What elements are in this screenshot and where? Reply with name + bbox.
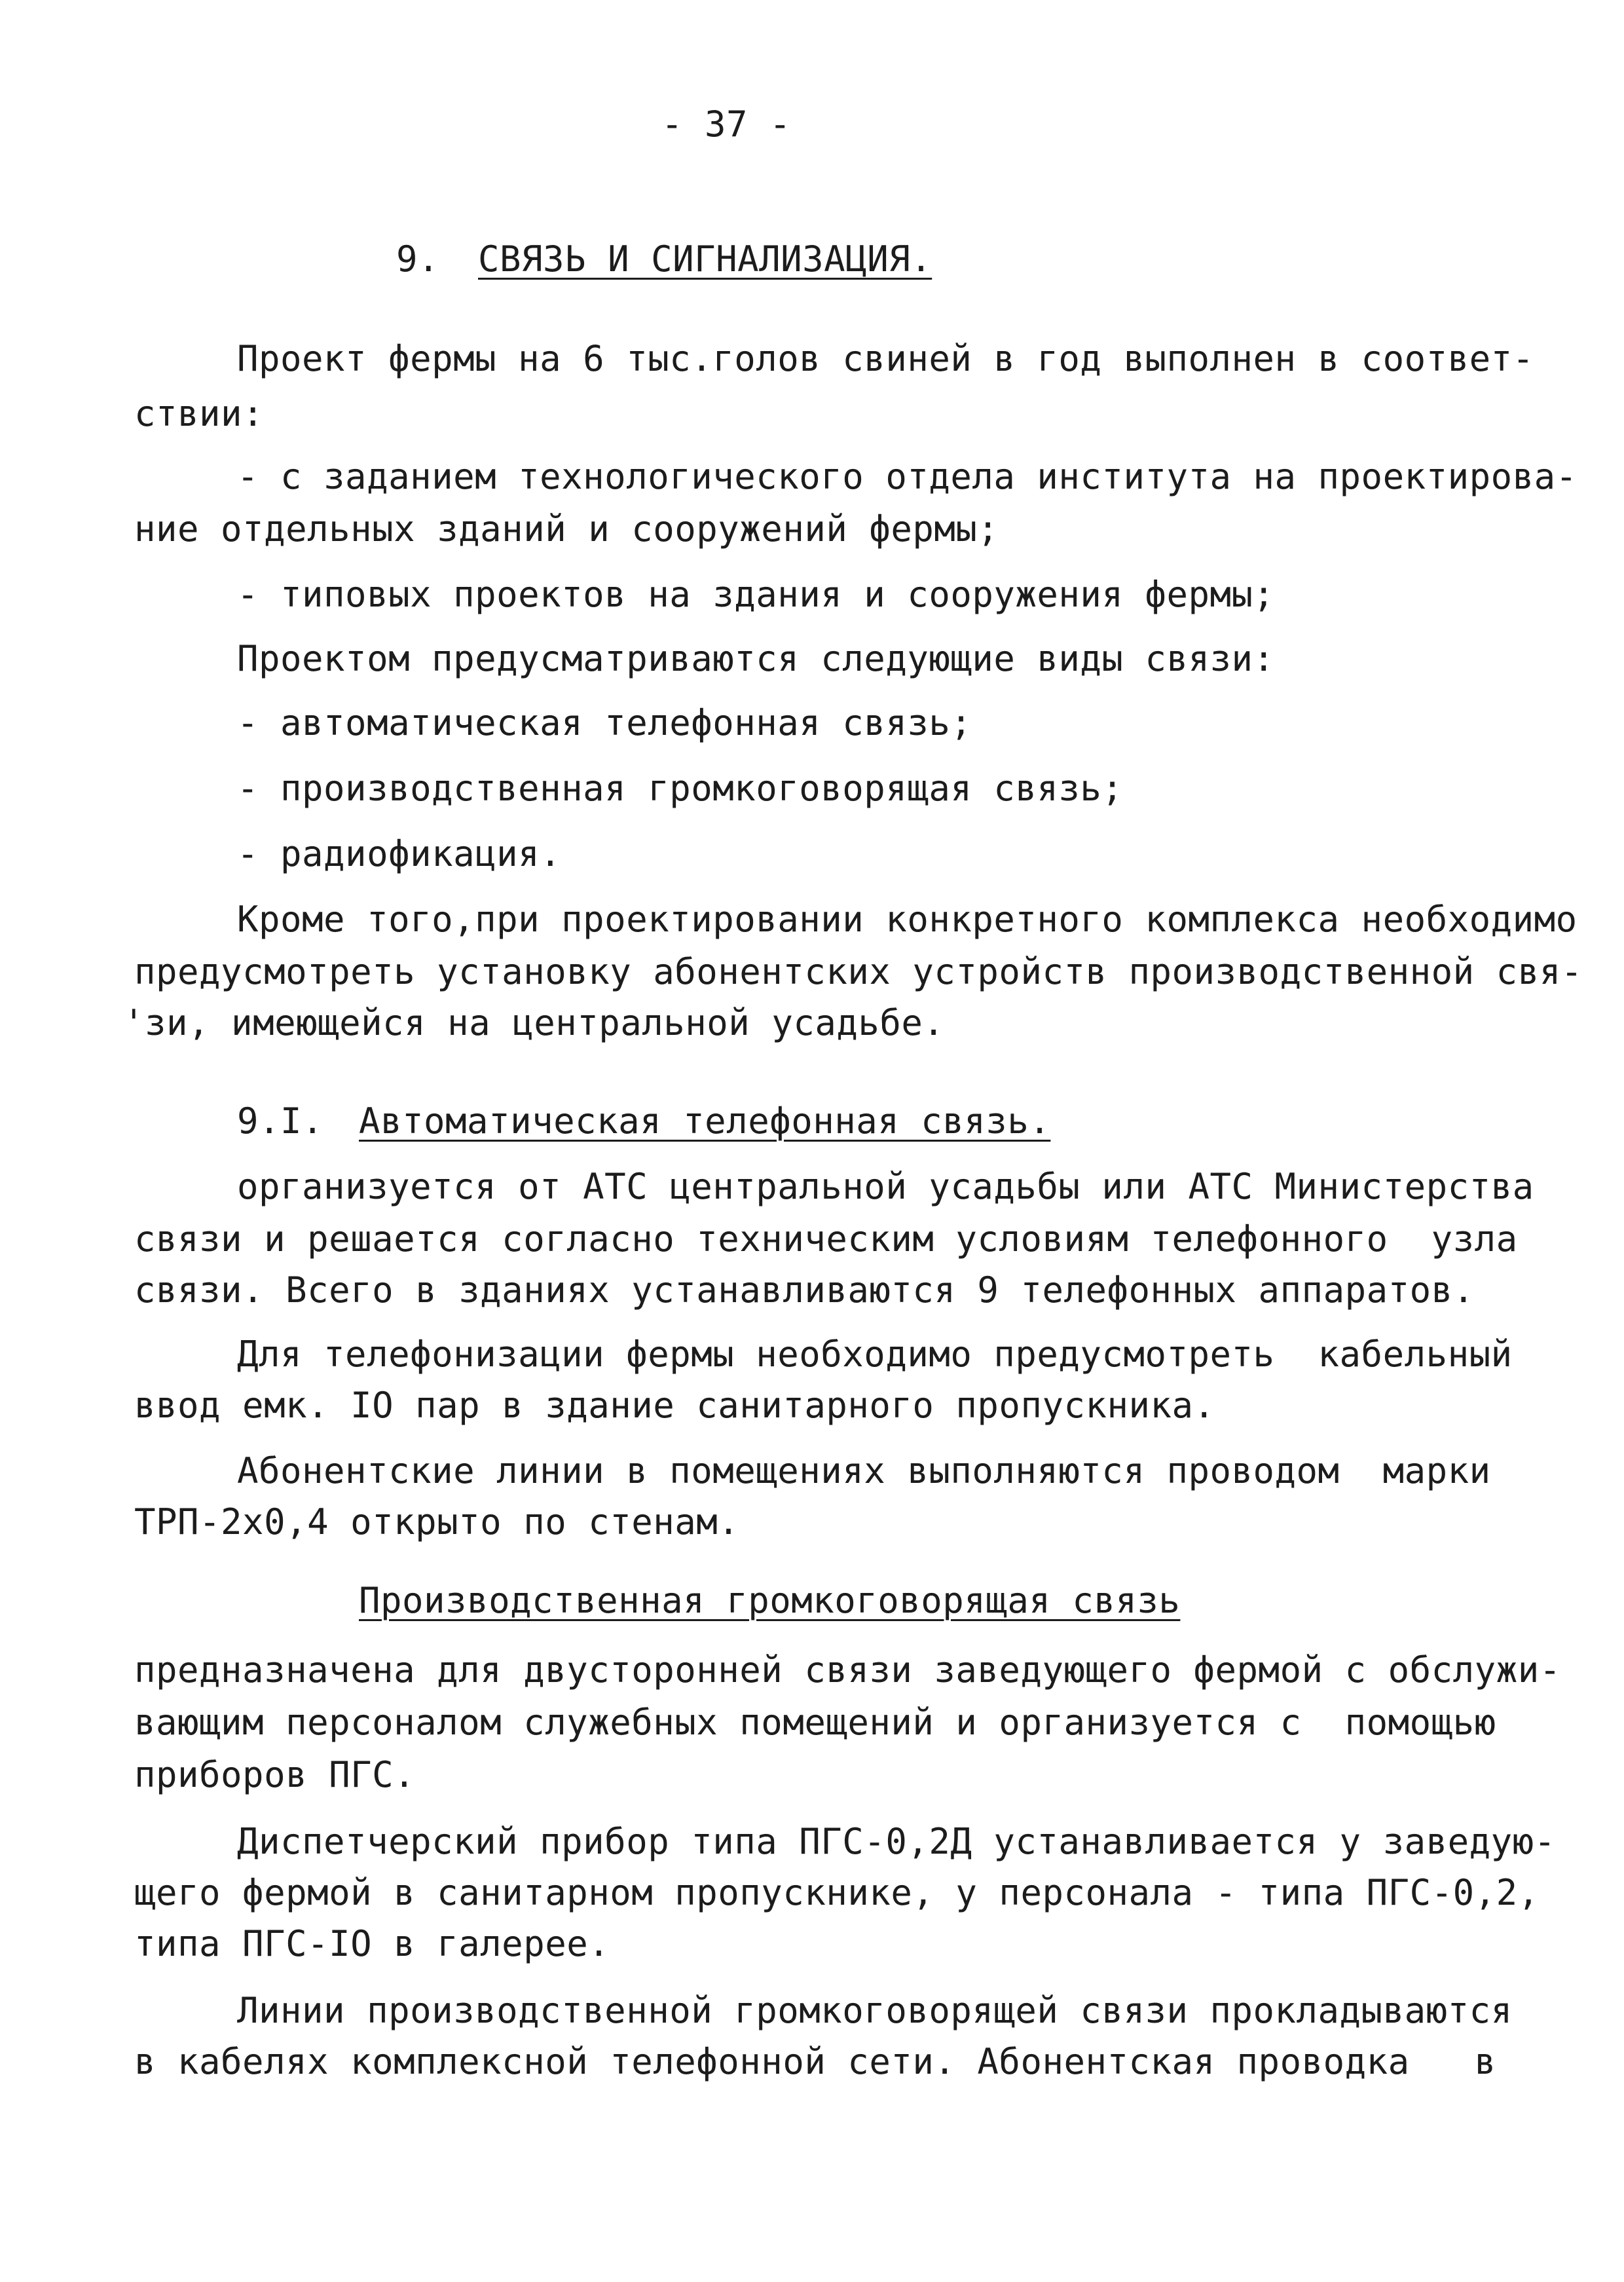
pa-p2-line-1: Диспетчерский прибор типа ПГС-0,2Д устанавливается у заведую- [237, 1821, 1556, 1862]
phone-p1-line-3: связи. Всего в зданиях устанавливаются 9 телефонных аппаратов. [134, 1269, 1475, 1311]
phone-p3-line-2: ТРП-2х0,4 открыто по стенам. [134, 1501, 740, 1543]
pa-p3-line-2: в кабелях комплексной телефонной сети. Абонентская проводка в [134, 2041, 1496, 2082]
phone-p2-line-2: ввод емк. IO пар в здание санитарного пропускника. [134, 1385, 1215, 1426]
type-1: - автоматическая телефонная связь; [237, 702, 972, 743]
intro-line-1: Проект фермы на 6 тыс.голов свиней в год выполнен в соответ- [237, 338, 1534, 379]
phone-p3-line-1: Абонентские линии в помещениях выполняются проводом марки [237, 1450, 1491, 1491]
phone-p1-line-1: организуется от АТС центральной усадьбы или АТС Министерства [237, 1166, 1534, 1207]
besides-line-3: 'зи, имеющейся на центральной усадьбе. [123, 1002, 945, 1043]
page-number: - 37 - [661, 103, 792, 145]
section-91-title: Автоматическая телефонная связь. [359, 1100, 1051, 1142]
besides-line-1: Кроме того,при проектировании конкретного комплекса необходимо [237, 899, 1578, 940]
list-item-2: - типовых проектов на здания и сооружения фермы; [237, 574, 1275, 615]
phone-p2-line-1: Для телефонизации фермы необходимо предусмотреть кабельный [237, 1334, 1513, 1375]
type-3: - радиофикация. [237, 833, 562, 874]
pa-section-title: Производственная громкоговорящая связь [359, 1580, 1181, 1621]
intro-line-2: ствии: [134, 393, 265, 434]
section-9-number: 9. [396, 238, 440, 280]
phone-p1-line-2: связи и решается согласно техническим условиям телефонного узла [134, 1218, 1518, 1260]
list-item-1-line-1: - с заданием технологического отдела института на проектирова- [237, 456, 1578, 497]
pa-p1-line-3: приборов ПГС. [134, 1754, 416, 1795]
pa-p2-line-3: типа ПГС-IO в галерее. [134, 1923, 610, 1964]
pa-p1-line-1: предназначена для двусторонней связи заведующего фермой с обслужи- [134, 1649, 1561, 1691]
pa-p3-line-1: Линии производственной громкоговорящей связи прокладываются [237, 1990, 1513, 2031]
section-91-number: 9.I. [237, 1100, 324, 1142]
pa-p2-line-2: щего фермой в санитарном пропускнике, у персонала - типа ПГС-0,2, [134, 1872, 1540, 1913]
besides-line-2: предусмотреть установку абонентских устройств производственной свя- [134, 951, 1583, 992]
section-9-title: СВЯЗЬ И СИГНАЛИЗАЦИЯ. [478, 238, 932, 280]
type-2: - производственная громкоговорящая связь; [237, 768, 1124, 809]
types-header: Проектом предусматриваются следующие виды связи: [237, 638, 1275, 679]
pa-p1-line-2: вающим персоналом служебных помещений и организуется с помощью [134, 1702, 1496, 1743]
list-item-1-line-2: ние отдельных зданий и сооружений фермы; [134, 508, 999, 550]
